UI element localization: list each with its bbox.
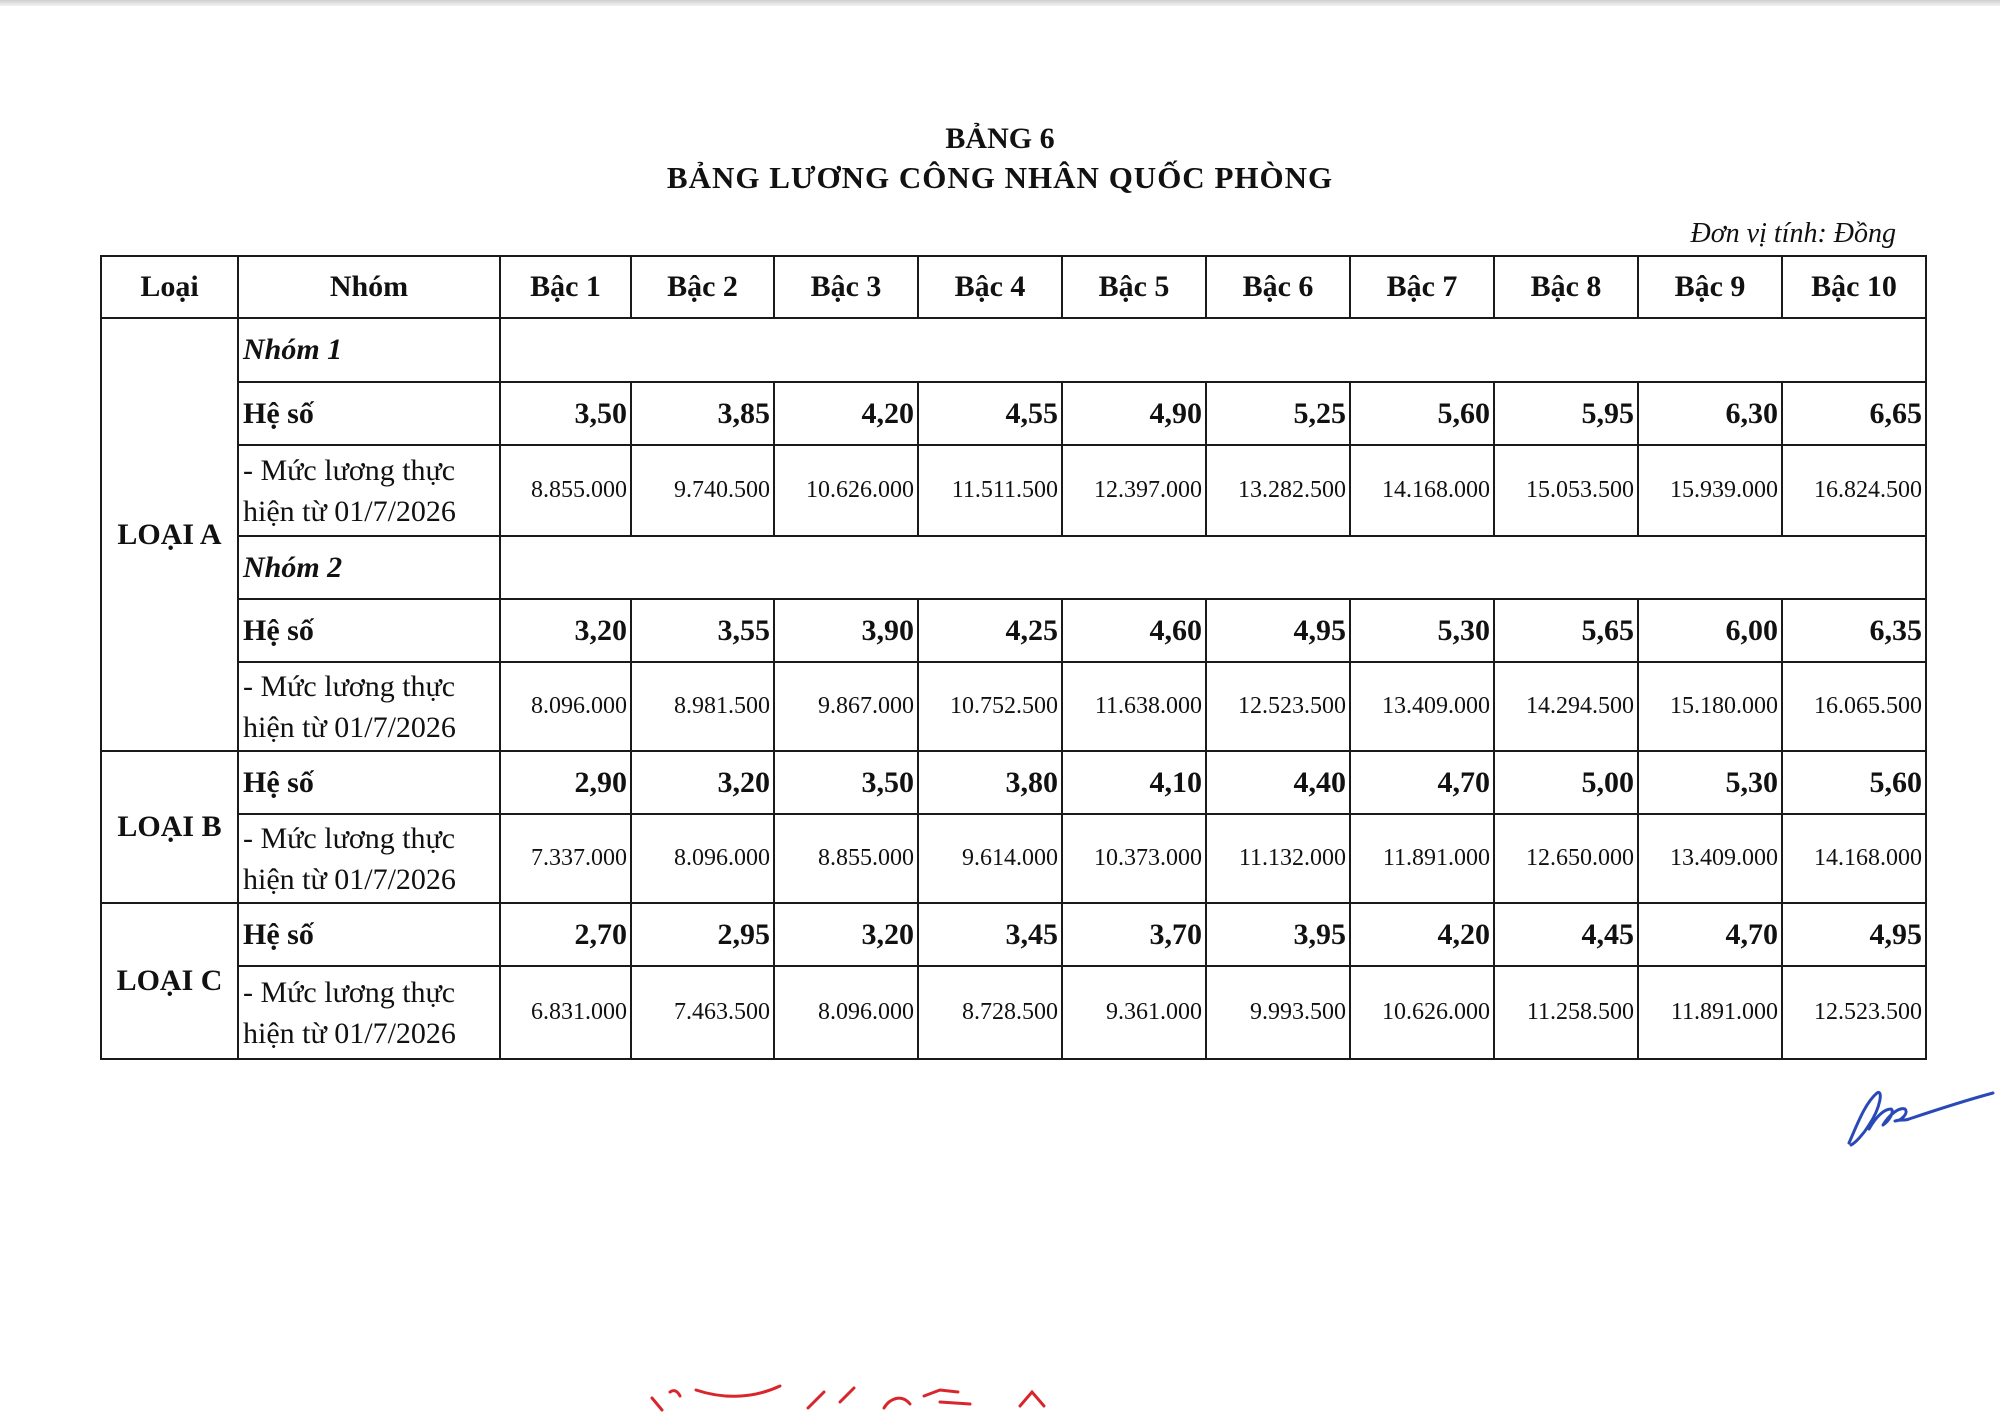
muc-luong-cell: 12.523.500 bbox=[1782, 966, 1926, 1059]
seal-fragment bbox=[640, 1378, 1160, 1412]
muc-luong-label bbox=[238, 814, 500, 903]
he-so-cell: 3,80 bbox=[918, 751, 1062, 814]
loai-b-label: LOẠI B bbox=[101, 751, 238, 903]
muc-luong-label-line-2: hiện từ 01/7/2026 bbox=[243, 710, 456, 744]
muc-luong-cell: 11.891.000 bbox=[1638, 966, 1782, 1059]
muc-luong-cell: 15.053.500 bbox=[1494, 445, 1638, 536]
salary-table bbox=[100, 255, 1927, 1060]
muc-luong-label-line-2: hiện từ 01/7/2026 bbox=[243, 1016, 456, 1050]
muc-luong-cell: 8.096.000 bbox=[500, 662, 631, 751]
muc-luong-label bbox=[238, 445, 500, 536]
muc-luong-label-line-2: hiện từ 01/7/2026 bbox=[243, 862, 456, 896]
he-so-cell: 4,10 bbox=[1062, 751, 1206, 814]
loai-a-nhom-1-he-so-row bbox=[101, 382, 1926, 445]
he-so-cell: 4,90 bbox=[1062, 382, 1206, 445]
he-so-cell: 4,55 bbox=[918, 382, 1062, 445]
muc-luong-cell: 12.397.000 bbox=[1062, 445, 1206, 536]
loai-a-nhom-1-muc-luong-row bbox=[101, 445, 1926, 536]
muc-luong-cell: 11.132.000 bbox=[1206, 814, 1350, 903]
header-step: Bậc 6 bbox=[1206, 256, 1350, 318]
he-so-cell: 5,60 bbox=[1782, 751, 1926, 814]
muc-luong-cell: 9.614.000 bbox=[918, 814, 1062, 903]
he-so-label: Hệ số bbox=[238, 751, 500, 814]
header-step: Bậc 10 bbox=[1782, 256, 1926, 318]
document-title: BẢNG 6 bbox=[945, 122, 1055, 155]
muc-luong-cell: 15.180.000 bbox=[1638, 662, 1782, 751]
he-so-cell: 3,50 bbox=[500, 382, 631, 445]
muc-luong-cell: 9.740.500 bbox=[631, 445, 774, 536]
he-so-cell: 3,20 bbox=[500, 599, 631, 662]
muc-luong-label-line-1: - Mức lương thực bbox=[243, 821, 456, 855]
he-so-cell: 3,55 bbox=[631, 599, 774, 662]
he-so-label: Hệ số bbox=[238, 382, 500, 445]
header-step: Bậc 3 bbox=[774, 256, 918, 318]
muc-luong-cell: 8.096.000 bbox=[774, 966, 918, 1059]
he-so-cell: 3,45 bbox=[918, 903, 1062, 966]
muc-luong-cell: 9.993.500 bbox=[1206, 966, 1350, 1059]
muc-luong-cell: 11.891.000 bbox=[1350, 814, 1494, 903]
he-so-cell: 3,20 bbox=[774, 903, 918, 966]
muc-luong-cell: 12.523.500 bbox=[1206, 662, 1350, 751]
he-so-cell: 4,95 bbox=[1206, 599, 1350, 662]
muc-luong-cell: 13.409.000 bbox=[1350, 662, 1494, 751]
he-so-cell: 4,70 bbox=[1350, 751, 1494, 814]
loai-a-nhom-2-he-so-row bbox=[101, 599, 1926, 662]
header-step: Bậc 2 bbox=[631, 256, 774, 318]
muc-luong-cell: 16.065.500 bbox=[1782, 662, 1926, 751]
he-so-cell: 4,95 bbox=[1782, 903, 1926, 966]
loai-a-nhom-2-muc-luong-row bbox=[101, 662, 1926, 751]
he-so-cell: 3,95 bbox=[1206, 903, 1350, 966]
he-so-cell: 5,30 bbox=[1638, 751, 1782, 814]
header-step: Bậc 9 bbox=[1638, 256, 1782, 318]
header-row bbox=[101, 256, 1926, 318]
header-step: Bậc 1 bbox=[500, 256, 631, 318]
signature-initial bbox=[1843, 1085, 1998, 1150]
loai-c-he-so-row bbox=[101, 903, 1926, 966]
he-so-cell: 4,45 bbox=[1494, 903, 1638, 966]
muc-luong-cell: 10.626.000 bbox=[1350, 966, 1494, 1059]
he-so-cell: 2,90 bbox=[500, 751, 631, 814]
he-so-cell: 3,70 bbox=[1062, 903, 1206, 966]
muc-luong-cell: 6.831.000 bbox=[500, 966, 631, 1059]
he-so-cell: 3,20 bbox=[631, 751, 774, 814]
loai-c-label: LOẠI C bbox=[101, 903, 238, 1059]
document-subtitle: BẢNG LƯƠNG CÔNG NHÂN QUỐC PHÒNG bbox=[666, 160, 1334, 195]
he-so-cell: 4,70 bbox=[1638, 903, 1782, 966]
muc-luong-cell: 11.511.500 bbox=[918, 445, 1062, 536]
he-so-cell: 3,50 bbox=[774, 751, 918, 814]
header-step: Bậc 8 bbox=[1494, 256, 1638, 318]
he-so-cell: 3,90 bbox=[774, 599, 918, 662]
muc-luong-cell: 14.168.000 bbox=[1350, 445, 1494, 536]
muc-luong-cell: 7.337.000 bbox=[500, 814, 631, 903]
he-so-cell: 6,35 bbox=[1782, 599, 1926, 662]
he-so-cell: 4,60 bbox=[1062, 599, 1206, 662]
he-so-cell: 4,40 bbox=[1206, 751, 1350, 814]
he-so-cell: 4,20 bbox=[1350, 903, 1494, 966]
muc-luong-label-line-1: - Mức lương thực bbox=[243, 975, 456, 1009]
he-so-cell: 5,25 bbox=[1206, 382, 1350, 445]
loai-b-muc-luong-row bbox=[101, 814, 1926, 903]
muc-luong-cell: 15.939.000 bbox=[1638, 445, 1782, 536]
muc-luong-cell: 8.728.500 bbox=[918, 966, 1062, 1059]
he-so-cell: 4,20 bbox=[774, 382, 918, 445]
header-step: Bậc 4 bbox=[918, 256, 1062, 318]
he-so-cell: 2,95 bbox=[631, 903, 774, 966]
muc-luong-label bbox=[238, 966, 500, 1059]
he-so-cell: 3,85 bbox=[631, 382, 774, 445]
nhom-2-row bbox=[101, 536, 1926, 599]
muc-luong-label-line-1: - Mức lương thực bbox=[243, 669, 456, 703]
muc-luong-cell: 13.409.000 bbox=[1638, 814, 1782, 903]
muc-luong-cell: 8.981.500 bbox=[631, 662, 774, 751]
nhom-2-label: Nhóm 2 bbox=[238, 536, 500, 599]
header-step: Bậc 5 bbox=[1062, 256, 1206, 318]
he-so-label: Hệ số bbox=[238, 903, 500, 966]
muc-luong-cell: 9.361.000 bbox=[1062, 966, 1206, 1059]
scan-edge bbox=[0, 0, 2000, 6]
header-loai: Loại bbox=[101, 256, 238, 318]
loai-a-label: LOẠI A bbox=[101, 318, 238, 751]
nhom-1-label: Nhóm 1 bbox=[238, 318, 500, 382]
muc-luong-cell: 9.867.000 bbox=[774, 662, 918, 751]
muc-luong-cell: 14.168.000 bbox=[1782, 814, 1926, 903]
muc-luong-label bbox=[238, 662, 500, 751]
muc-luong-cell: 8.855.000 bbox=[774, 814, 918, 903]
muc-luong-cell: 13.282.500 bbox=[1206, 445, 1350, 536]
muc-luong-cell: 12.650.000 bbox=[1494, 814, 1638, 903]
loai-b-he-so-row bbox=[101, 751, 1926, 814]
muc-luong-cell: 8.855.000 bbox=[500, 445, 631, 536]
he-so-cell: 6,65 bbox=[1782, 382, 1926, 445]
he-so-cell: 5,95 bbox=[1494, 382, 1638, 445]
he-so-cell: 5,00 bbox=[1494, 751, 1638, 814]
he-so-cell: 5,60 bbox=[1350, 382, 1494, 445]
nhom-1-blank bbox=[500, 318, 1926, 382]
muc-luong-cell: 7.463.500 bbox=[631, 966, 774, 1059]
muc-luong-cell: 16.824.500 bbox=[1782, 445, 1926, 536]
muc-luong-cell: 11.638.000 bbox=[1062, 662, 1206, 751]
muc-luong-label-line-2: hiện từ 01/7/2026 bbox=[243, 494, 456, 528]
header-nhom: Nhóm bbox=[238, 256, 500, 318]
muc-luong-cell: 10.626.000 bbox=[774, 445, 918, 536]
muc-luong-cell: 10.373.000 bbox=[1062, 814, 1206, 903]
he-so-cell: 6,30 bbox=[1638, 382, 1782, 445]
he-so-cell: 5,30 bbox=[1350, 599, 1494, 662]
muc-luong-cell: 8.096.000 bbox=[631, 814, 774, 903]
unit-note: Đơn vị tính: Đồng bbox=[1690, 218, 1896, 249]
muc-luong-cell: 11.258.500 bbox=[1494, 966, 1638, 1059]
he-so-label: Hệ số bbox=[238, 599, 500, 662]
loai-c-muc-luong-row bbox=[101, 966, 1926, 1059]
nhom-2-blank bbox=[500, 536, 1926, 599]
header-step: Bậc 7 bbox=[1350, 256, 1494, 318]
nhom-1-row bbox=[101, 318, 1926, 382]
he-so-cell: 6,00 bbox=[1638, 599, 1782, 662]
he-so-cell: 4,25 bbox=[918, 599, 1062, 662]
muc-luong-cell: 10.752.500 bbox=[918, 662, 1062, 751]
muc-luong-cell: 14.294.500 bbox=[1494, 662, 1638, 751]
muc-luong-label-line-1: - Mức lương thực bbox=[243, 453, 456, 487]
he-so-cell: 5,65 bbox=[1494, 599, 1638, 662]
he-so-cell: 2,70 bbox=[500, 903, 631, 966]
